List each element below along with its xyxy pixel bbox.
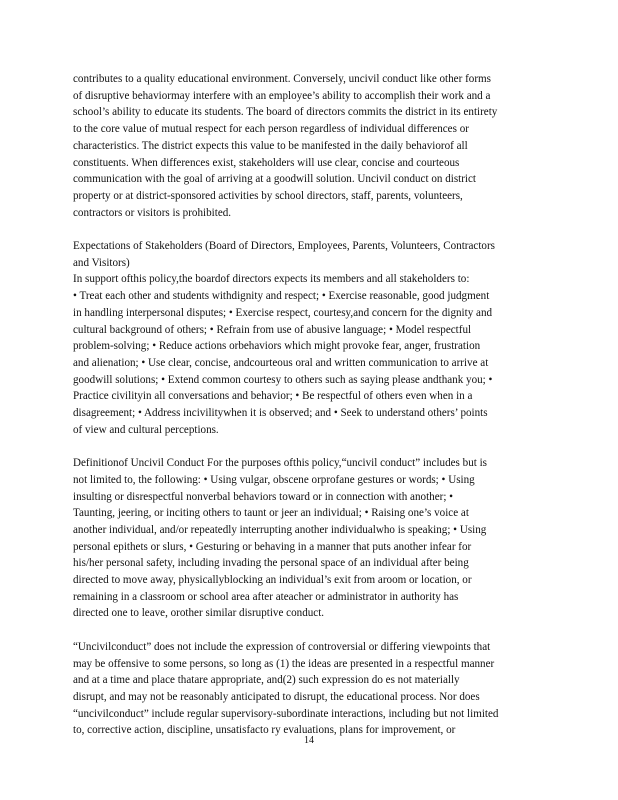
text-line: Definitionof Uncivil Conduct For the purposes ofthis policy,“uncivil conduct” includes but is [73, 457, 487, 470]
text-line: disrupt, and may not be reasonably anticipated to disrupt, the educational process. Nor does [73, 690, 480, 703]
text-line: cultural background of others; • Refrain from use of abusive language; • Model respectful [73, 323, 472, 336]
document-body [73, 71, 545, 756]
expectations-paragraph [73, 238, 545, 438]
text-line: of disruptive behaviormay interfere with an employee’s ability to accomplish their work and a [73, 89, 491, 102]
text-line: school’s ability to educate its students. The board of directors commits the district in its entirety [73, 106, 498, 119]
definition-paragraph [73, 455, 545, 622]
text-line: “Uncivilconduct” does not include the expression of controversial or differing viewpoints that [73, 640, 491, 653]
text-line: disagreement; • Address incivilitywhen it is observed; and • Seek to understand others’ points [73, 407, 488, 420]
page-number: 14 [304, 735, 314, 746]
intro-paragraph [73, 71, 545, 221]
text-line: Taunting, jeering, or inciting others to taunt or jeer an individual; • Raising one’s voice at [73, 507, 469, 520]
text-line: remaining in a classroom or school area after ateacher or administrator in authority has [73, 590, 459, 603]
text-line: characteristics. The district expects this value to be manifested in the daily behaviorof all [73, 139, 468, 152]
text-line: problem-solving; • Reduce actions orbehaviors which might provoke fear, anger, frustration [73, 340, 481, 353]
text-line: in handling interpersonal disputes; • Exercise respect, courtesy,and concern for the dignity and [73, 306, 493, 319]
text-line: insulting or disrespectful nonverbal behaviors toward or in connection with another; • [73, 490, 454, 503]
text-line: of view and cultural perceptions. [73, 423, 219, 436]
text-line: “uncivilconduct” include regular supervisory-subordinate interactions, including but not limited [73, 707, 499, 720]
text-line: directed to move away, physicallyblocking an individual’s exit from aroom or location, or [73, 574, 472, 587]
text-line: contractors or visitors is prohibited. [73, 206, 232, 219]
text-line: to the core value of mutual respect for each person regardless of individual differences or [73, 123, 469, 136]
text-line: constituents. When differences exist, stakeholders will use clear, concise and courteous [73, 156, 460, 169]
text-line: personal epithets or slurs, • Gesturing or behaving in a manner that puts another infear for [73, 540, 472, 553]
text-line: and Visitors) [73, 256, 130, 269]
exclusions-paragraph [73, 639, 545, 739]
text-line: his/her personal safety, including invading the personal space of an individual after being [73, 557, 469, 570]
text-line: property or at district-sponsored activities by school directors, staff, parents, volunteers, [73, 189, 463, 202]
text-line: and at a time and place thatare appropriate, and(2) such expression do es not materially [73, 674, 460, 687]
text-line: Practice civilityin all conversations and behavior; • Be respectful of others even when in a [73, 390, 473, 403]
text-line: Expectations of Stakeholders (Board of Directors, Employees, Parents, Volunteers, Contractors [73, 240, 495, 253]
text-line: another individual, and/or repeatedly interrupting another individualwho is speaking; • Using [73, 523, 487, 536]
text-line: contributes to a quality educational environment. Conversely, uncivil conduct like other forms [73, 73, 491, 85]
text-line: In support ofthis policy,the boardof directors expects its members and all stakeholders to: [73, 273, 470, 286]
text-line: and alienation; • Use clear, concise, andcourteous oral and written communication to arrive at [73, 356, 489, 369]
text-line: not limited to, the following: • Using vulgar, obscene orprofane gestures or words; • Using [73, 473, 475, 486]
text-line: directed one to leave, orother similar disruptive conduct. [73, 607, 325, 620]
text-line: communication with the goal of arriving at a goodwill solution. Uncivil conduct on district [73, 173, 476, 186]
text-line: may be offensive to some persons, so long as (1) the ideas are presented in a respectful manner [73, 657, 495, 670]
text-line: goodwill solutions; • Extend common courtesy to others such as saying please andthank you; • [73, 373, 493, 386]
text-line: • Treat each other and students withdignity and respect; • Exercise reasonable, good judgment [73, 290, 490, 303]
text-line: to, corrective action, discipline, unsatisfacto ry evaluations, plans for improvement, or [73, 724, 456, 737]
